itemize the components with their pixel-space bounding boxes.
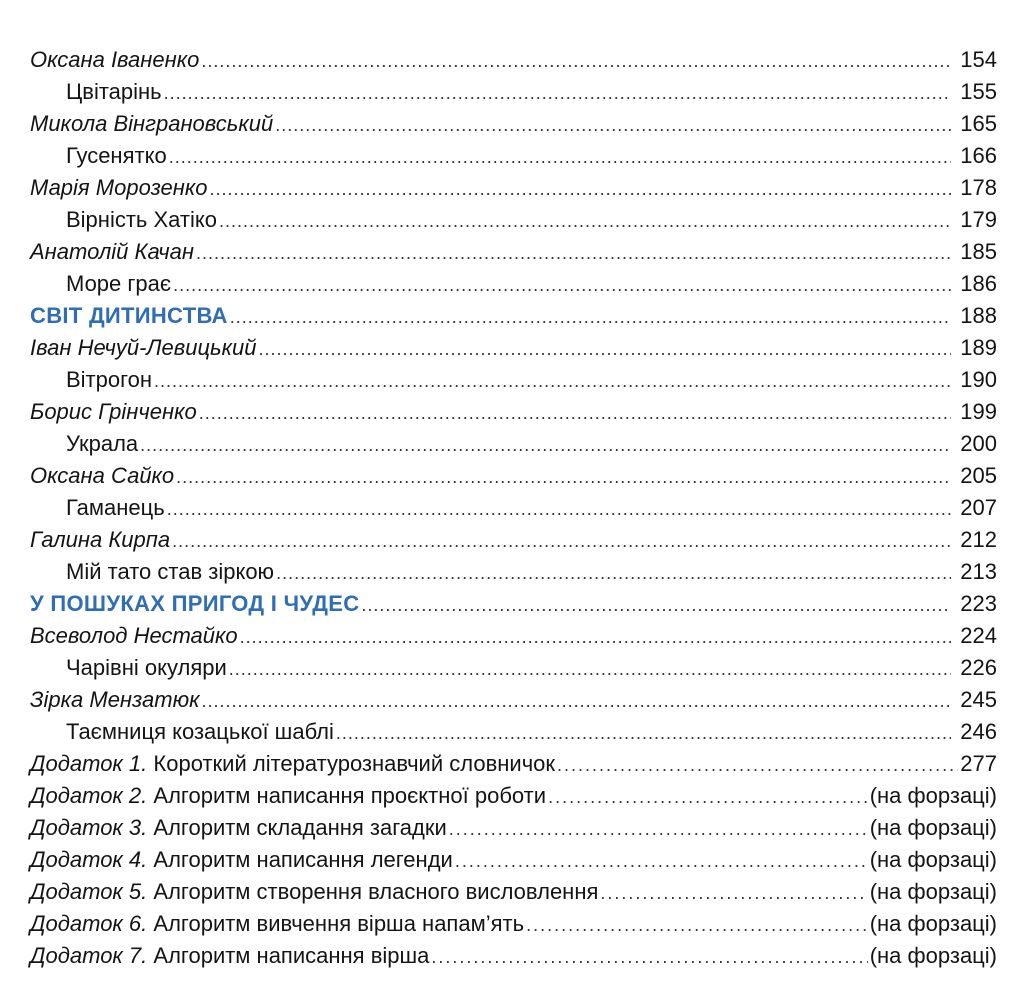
- author-name: Борис Грінченко: [30, 399, 197, 424]
- entry-title: [30, 428, 138, 460]
- dot-leader: [164, 77, 951, 109]
- dot-leader: [196, 237, 951, 269]
- appendix-label: Додаток 7.: [30, 943, 148, 968]
- entry-title: [30, 652, 227, 684]
- page-number: 245: [960, 687, 997, 712]
- toc-work-entry: [30, 364, 997, 396]
- author-name: Марія Морозенко: [30, 175, 208, 200]
- entry-title: [30, 236, 194, 268]
- appendix-label: Додаток 3.: [30, 815, 148, 840]
- page-number: 188: [960, 303, 997, 328]
- entry-title: [30, 876, 598, 908]
- entry-title: [30, 44, 199, 76]
- dot-leader: [176, 461, 951, 493]
- page-number: 186: [960, 271, 997, 296]
- page-number: 212: [960, 527, 997, 552]
- appendix-label: Додаток 5.: [30, 879, 148, 904]
- page-number: 155: [960, 79, 997, 104]
- toc-author-entry: [30, 172, 997, 204]
- author-name: Всеволод Нестайко: [30, 623, 238, 648]
- appendix-title: Алгоритм створення власного висловлення: [153, 879, 599, 904]
- toc-author-entry: [30, 236, 997, 268]
- toc-work-entry: [30, 428, 997, 460]
- dot-leader: [275, 109, 951, 141]
- entry-title: [30, 460, 174, 492]
- author-name: Микола Вінграновський: [30, 111, 274, 136]
- page-number: 166: [960, 143, 997, 168]
- page-number: 213: [960, 559, 997, 584]
- entry-title: [30, 268, 171, 300]
- appendix-title: Короткий літературознавчий словничок: [153, 751, 556, 776]
- section-title: СВІТ ДИТИНСТВА: [30, 303, 228, 328]
- entry-title: [30, 492, 165, 524]
- page-number: 200: [960, 431, 997, 456]
- dot-leader: [258, 333, 951, 365]
- dot-leader: [548, 781, 868, 813]
- entry-title: [30, 140, 167, 172]
- appendix-label: Додаток 4.: [30, 847, 148, 872]
- toc-appendix-entry: [30, 844, 997, 876]
- toc-work-entry: [30, 76, 997, 108]
- toc-appendix-entry: [30, 876, 997, 908]
- dot-leader: [557, 749, 958, 781]
- page-number: 154: [960, 47, 997, 72]
- work-title: Украла: [66, 431, 139, 456]
- author-name: Оксана Сайко: [30, 463, 175, 488]
- author-name: Зірка Мензатюк: [30, 687, 200, 712]
- page-number: (на форзаці): [869, 911, 997, 936]
- page-number: 179: [960, 207, 997, 232]
- entry-title: [30, 524, 170, 556]
- work-title: Гусенятко: [66, 143, 167, 168]
- toc-appendix-entry: [30, 812, 997, 844]
- dot-leader: [455, 845, 868, 877]
- page-number: (на форзаці): [869, 847, 997, 872]
- page-number: 165: [960, 111, 997, 136]
- dot-leader: [336, 717, 951, 749]
- author-name: Оксана Іваненко: [30, 47, 200, 72]
- page-number: 205: [960, 463, 997, 488]
- toc-appendix-entry: [30, 908, 997, 940]
- entry-title: [30, 908, 524, 940]
- page-number: (на форзаці): [869, 815, 997, 840]
- entry-title: [30, 332, 256, 364]
- author-name: Анатолій Качан: [30, 239, 194, 264]
- entry-title: [30, 812, 447, 844]
- entry-title: [30, 716, 334, 748]
- page-number: (на форзаці): [869, 783, 997, 808]
- toc-work-entry: [30, 140, 997, 172]
- entry-title: [30, 108, 273, 140]
- section-title: У ПОШУКАХ ПРИГОД І ЧУДЕС: [30, 591, 360, 616]
- entry-title: [30, 300, 228, 332]
- page-number: 224: [960, 623, 997, 648]
- entry-title: [30, 940, 429, 972]
- page-number: 277: [960, 751, 997, 776]
- page-number: 199: [960, 399, 997, 424]
- entry-title: [30, 396, 197, 428]
- dot-leader: [154, 365, 951, 397]
- dot-leader: [240, 621, 951, 653]
- toc-work-entry: [30, 268, 997, 300]
- entry-title: [30, 748, 555, 780]
- entry-title: [30, 620, 238, 652]
- appendix-title: Алгоритм складання загадки: [153, 815, 447, 840]
- work-title: Гаманець: [66, 495, 165, 520]
- page-number: 185: [960, 239, 997, 264]
- toc-section-heading: [30, 588, 997, 620]
- entry-title: [30, 588, 359, 620]
- toc-author-entry: [30, 460, 997, 492]
- work-title: Мій тато став зіркою: [66, 559, 275, 584]
- appendix-label: Додаток 1.: [30, 751, 148, 776]
- entry-title: [30, 684, 200, 716]
- toc-author-entry: [30, 332, 997, 364]
- entry-title: [30, 364, 152, 396]
- dot-leader: [199, 397, 951, 429]
- page-number: 223: [960, 591, 997, 616]
- toc-section-heading: [30, 300, 997, 332]
- toc-author-entry: [30, 684, 997, 716]
- appendix-title: Алгоритм написання легенди: [153, 847, 453, 872]
- dot-leader: [431, 941, 867, 973]
- work-title: Таємниця козацької шаблі: [66, 719, 334, 744]
- toc-appendix-entry: [30, 780, 997, 812]
- dot-leader: [361, 589, 951, 621]
- toc-work-entry: [30, 716, 997, 748]
- page-number: 246: [960, 719, 997, 744]
- toc-work-entry: [30, 556, 997, 588]
- dot-leader: [202, 685, 951, 717]
- page-number: 189: [960, 335, 997, 360]
- page-number: (на форзаці): [869, 879, 997, 904]
- appendix-title: Алгоритм написання вірша: [153, 943, 430, 968]
- entry-title: [30, 204, 217, 236]
- dot-leader: [526, 909, 868, 941]
- page-number: (на форзаці): [869, 943, 997, 968]
- entry-title: [30, 844, 453, 876]
- work-title: Вірність Хатіко: [66, 207, 217, 232]
- page-number: 190: [960, 367, 997, 392]
- dot-leader: [219, 205, 951, 237]
- dot-leader: [276, 557, 951, 589]
- entry-title: [30, 76, 162, 108]
- toc-list: [30, 44, 997, 972]
- toc-work-entry: [30, 492, 997, 524]
- page-number: 178: [960, 175, 997, 200]
- toc-appendix-entry: [30, 748, 997, 780]
- dot-leader: [600, 877, 867, 909]
- dot-leader: [172, 525, 951, 557]
- page-number: 226: [960, 655, 997, 680]
- appendix-label: Додаток 2.: [30, 783, 148, 808]
- dot-leader: [201, 45, 951, 77]
- toc-author-entry: [30, 108, 997, 140]
- entry-title: [30, 780, 546, 812]
- toc-work-entry: [30, 652, 997, 684]
- appendix-title: Алгоритм вивчення вірша напам’ять: [153, 911, 525, 936]
- dot-leader: [169, 141, 951, 173]
- work-title: Цвітарінь: [66, 79, 162, 104]
- toc-work-entry: [30, 204, 997, 236]
- toc-author-entry: [30, 44, 997, 76]
- dot-leader: [140, 429, 951, 461]
- appendix-label: Додаток 6.: [30, 911, 148, 936]
- toc-appendix-entry: [30, 940, 997, 972]
- dot-leader: [230, 301, 951, 333]
- entry-title: [30, 172, 208, 204]
- entry-title: [30, 556, 274, 588]
- dot-leader: [173, 269, 951, 301]
- work-title: Вітрогон: [66, 367, 153, 392]
- author-name: Галина Кирпа: [30, 527, 171, 552]
- work-title: Чарівні окуляри: [66, 655, 227, 680]
- dot-leader: [167, 493, 951, 525]
- work-title: Море грає: [66, 271, 172, 296]
- author-name: Іван Нечуй-Левицький: [30, 335, 257, 360]
- dot-leader: [449, 813, 868, 845]
- toc-author-entry: [30, 396, 997, 428]
- appendix-title: Алгоритм написання проєктної роботи: [153, 783, 547, 808]
- page-number: 207: [960, 495, 997, 520]
- dot-leader: [210, 173, 951, 205]
- toc-author-entry: [30, 620, 997, 652]
- toc-author-entry: [30, 524, 997, 556]
- dot-leader: [229, 653, 951, 685]
